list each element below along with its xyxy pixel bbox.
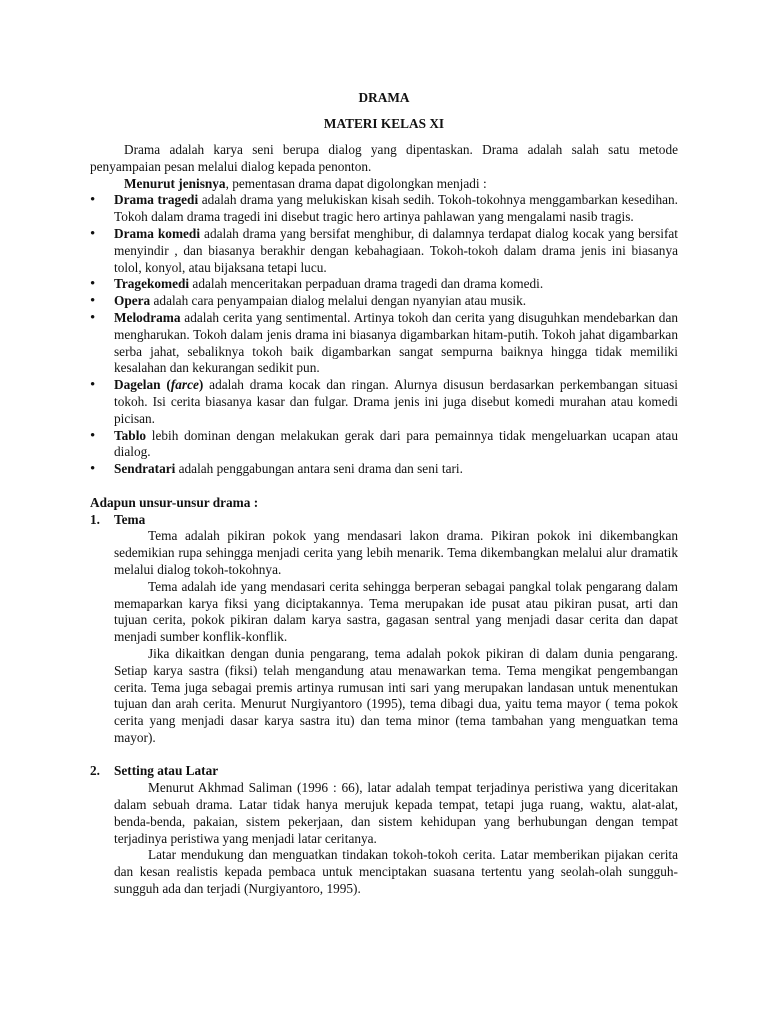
list-item-term: Tablo	[114, 427, 147, 443]
unsur-heading: Adapun unsur-unsur drama :	[90, 494, 259, 510]
list-item-term: Tragekomedi	[114, 276, 190, 292]
paragraph: Latar mendukung dan menguatkan tindakan tokoh-tokoh cerita. Latar memberikan pijakan cerita dan kesan realistis kepada pembaca untuk menciptakan suasana tertentu yang seolah-olah sungguh-sungguh ada dan terjadi (Nurgiyantoro, 1995).	[114, 847, 678, 897]
term-close: )	[198, 377, 204, 393]
list-item	[90, 192, 678, 226]
section-title: Tema	[114, 511, 146, 527]
list-item-desc: adalah penggabungan antara seni drama dan seni tari.	[175, 461, 463, 477]
jenis-lead	[90, 176, 678, 193]
section-body-latar	[90, 780, 678, 898]
list-item-term: Sendratari	[114, 461, 176, 477]
list-item-desc: adalah cerita yang sentimental. Artinya tokoh dan cerita yang disuguhkan mendebarkan dan mengharukan. Tokoh dalam jenis drama ini biasanya digambarkan hitam-putih. Tokoh jahat digambarkan serba jahat, sebaliknya tokoh baik digambarkan sangat sempurna baiknya hingga tidak memiliki kesalahan dan kekurangan sedikit pun.	[114, 309, 678, 376]
section-number: 1.	[90, 511, 100, 527]
list-item	[90, 226, 678, 276]
list-item	[90, 461, 678, 478]
list-item	[90, 276, 678, 293]
section-heading-latar	[90, 763, 678, 780]
list-item	[90, 293, 678, 310]
section-title: Setting atau Latar	[114, 763, 219, 779]
list-item	[90, 377, 678, 427]
intro-paragraph: Drama adalah karya seni berupa dialog yang dipentaskan. Drama adalah salah satu metode penyampaian pesan melalui dialog kepada penonton.	[90, 142, 678, 174]
list-item-term: Opera	[114, 293, 151, 309]
section-number: 2.	[90, 763, 100, 779]
paragraph: Jika dikaitkan dengan dunia pengarang, tema adalah pokok pikiran di dalam dunia pengarang. Setiap karya sastra (fiksi) telah mengandung atau menawarkan tema. Tema mengikat pengembangan cerita. Tema juga sebagai premis artinya rumusan inti sari yang merupakan landasan untuk menentukan tujuan dan arah cerita. Menurut Nurgiyantoro (1995), tema dibagi dua, yaitu tema mayor ( tema pokok cerita yang menjadi dasar karya sastra itu) dan tema minor (tema tambahan yang menguatkan tema mayor).	[114, 645, 678, 745]
jenis-lead-bold: Menurut jenisnya	[124, 175, 226, 191]
section-body-tema	[90, 528, 678, 746]
document-subtitle: MATERI KELAS XI	[323, 116, 445, 131]
list-item-desc: adalah drama kocak dan ringan. Alurnya disusun berdasarkan perkembangan situasi tokoh. Isi cerita biasanya kasar dan fulgar. Drama jenis ini juga disebut komedi murahan atau komedi picisan.	[114, 377, 678, 426]
list-item	[90, 428, 678, 462]
list-item-term: Drama tragedi	[114, 192, 199, 208]
list-item-desc: adalah drama yang bersifat menghibur, di dalamnya terdapat dialog kocak yang bersifat menyindir , dan biasanya berakhir dengan kebahagiaan. Tokoh-tokoh dalam drama jenis ini biasanya tolol, konyol, atau bijaksana tetapi lucu.	[114, 225, 678, 275]
term-italic: farce	[170, 377, 199, 393]
list-item-desc: adalah menceritakan perpaduan drama tragedi dan drama komedi.	[189, 276, 544, 292]
paragraph: Menurut Akhmad Saliman (1996 : 66), latar adalah tempat terjadinya peristiwa yang diceritakan dalam sebuah drama. Latar tidak hanya merujuk kepada tempat, tetapi juga ruang, waktu, alat-alat, benda-benda, pakaian, sistem pekerjaan, dan sistem kehidupan yang berhubungan dengan tempat terjadinya peristiwa yang menjadi latar ceritanya.	[114, 780, 678, 846]
jenis-list	[90, 192, 678, 478]
term-open: Dagelan (	[114, 377, 171, 393]
list-item-desc: lebih dominan dengan melakukan gerak dari para pemainnya tidak mengeluarkan ucapan atau dialog.	[114, 427, 678, 460]
list-item-term	[114, 377, 203, 392]
list-item-desc: adalah cara penyampaian dialog melalui dengan nyanyian atau musik.	[150, 293, 527, 309]
list-item-term: Melodrama	[114, 309, 181, 325]
paragraph: Tema adalah ide yang mendasari cerita sehingga berperan sebagai pangkal tolak pengarang dalam memaparkan karya fiksi yang diciptakannya. Tema merupakan ide pusat atau pikiran pusat, arti dan tujuan cerita, pokok pikiran dalam karya sastra, gagasan sentral yang menjadi dasar cerita dan dapat menjadi sumber konflik-konflik.	[114, 578, 678, 645]
list-item-desc: adalah drama yang melukiskan kisah sedih. Tokoh-tokohnya menggambarkan kesedihan. Tokoh dalam drama tragedi ini disebut tragic hero artinya pahlawan yang mengalami nasib tragis.	[114, 192, 678, 225]
list-item	[90, 310, 678, 377]
section-heading-tema	[90, 512, 678, 529]
list-item-term: Drama komedi	[114, 225, 201, 241]
paragraph: Tema adalah pikiran pokok yang mendasari lakon drama. Pikiran pokok ini dikembangkan sedemikian rupa sehingga menjadi cerita yang lebih menarik. Tema dikembangkan melalui alur dramatik melalui dialog tokoh-tokohnya.	[114, 528, 678, 577]
document-title: DRAMA	[358, 90, 410, 105]
jenis-lead-rest: , pementasan drama dapat digolongkan menjadi :	[225, 175, 487, 191]
